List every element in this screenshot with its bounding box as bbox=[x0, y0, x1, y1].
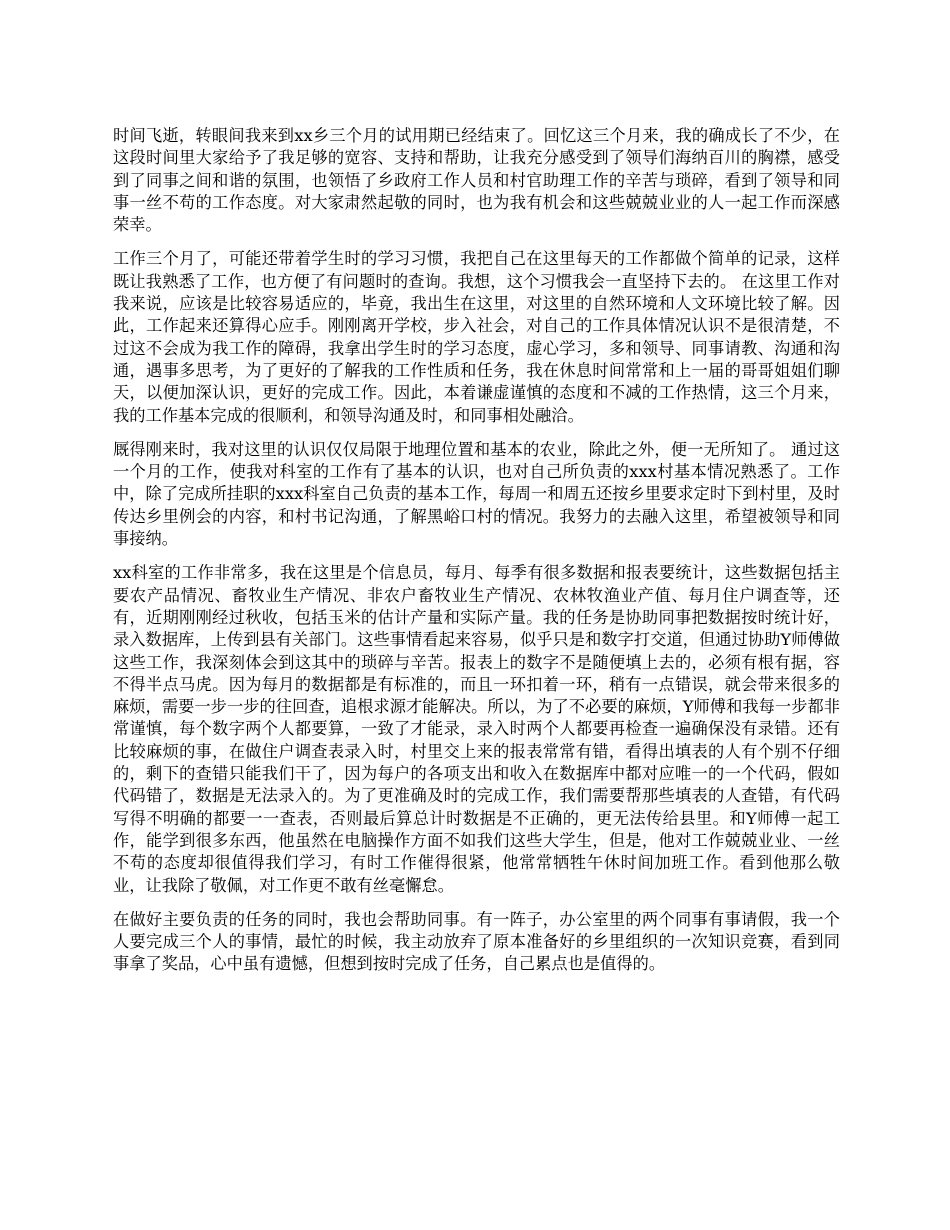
paragraph-2: 工作三个月了，可能还带着学生时的学习习惯，我把自己在这里每天的工作都做个简单的记录，这样既让我熟悉了工作，也方便了有问题时的查询。我想，这个习惯我会一直坚持下去的。 在这里工作对我来说，应该是比较容易适应的，毕竟，我出生在这里，对这里的自然环境和人文环境比较了解。因此，工作起来还算得心应手。刚刚离开学校，步入社会，对自己的工作具体情况认识不是很清楚，不过这不会成为我工作的障碍，我拿出学生时的学习态度，虚心学习，多和领导、同事请教、沟通和沟通，遇事多思考，为了更好的了解我的工作性质和任务，我在休息时间常常和上一届的哥哥姐姐们聊天，以便加深认识，更好的完成工作。因此，本着谦虚谨慎的态度和不减的工作热情，这三个月来，我的工作基本完成的很顺利，和领导沟通及时，和同事相处融洽。 bbox=[113, 249, 840, 425]
paragraph-1: 时间飞逝，转眼间我来到xx乡三个月的试用期已经结束了。回忆这三个月来，我的确成长了不少，在这段时间里大家给予了我足够的宽容、支持和帮助，让我充分感受到了领导们海纳百川的胸襟，感受到了同事之间和谐的氛围，也领悟了乡政府工作人员和村官助理工作的辛苦与琐碎，看到了领导和同事一丝不苟的工作态度。对大家肃然起敬的同时，也为我有机会和这些兢兢业业的人一起工作而深感荣幸。 bbox=[113, 126, 840, 235]
paragraph-3: 厩得刚来时，我对这里的认识仅仅局限于地理位置和基本的农业，除此之外，便一无所知了。 通过这一个月的工作，使我对科室的工作有了基本的认识，也对自己所负责的xxx村基本情况熟悉了。工作中，除了完成所挂职的xxx科室自己负责的基本工作，每周一和周五还按乡里要求定时下到村里，及时传达乡里例会的内容，和村书记沟通，了解黑峪口村的情况。我努力的去融入这里，希望被领导和同事接纳。 bbox=[113, 439, 840, 549]
document-body bbox=[113, 125, 840, 988]
paragraph-5: 在做好主要负责的任务的同时，我也会帮助同事。有一阵子，办公室里的两个同事有事请假，我一个人要完成三个人的事情，最忙的时候，我主动放弃了原本准备好的乡里组织的一次知识竞赛，看到同事拿了奖品，心中虽有遗憾，但想到按时完成了任务，自己累点也是值得的。 bbox=[113, 909, 840, 974]
paragraph-4: xx科室的工作非常多，我在这里是个信息员，每月、每季有很多数据和报表要统计，这些数据包括主要农产品情况、畜牧业生产情况、非农户畜牧业生产情况、农林牧渔业产值、每月住户调查等，还有，近期刚刚经过秋收，包括玉米的估计产量和实际产量。我的任务是协助同事把数据按时统计好，录入数据库，上传到县有关部门。这些事情看起来容易，似乎只是和数字打交道，但通过协助Y师傅做这些工作，我深刻体会到这其中的琐碎与辛苦。报表上的数字不是随便填上去的，必须有根有据，容不得半点马虎。因为每月的数据都是有标准的，而且一环扣着一环，稍有一点错误，就会带来很多的麻烦，需要一步一步的往回查，追根求源才能解决。所以，为了不必要的麻烦，Y师傅和我每一步都非常谨慎，每个数字两个人都要算，一致了才能录，录入时两个人都要再检查一遍确保没有录错。还有比较麻烦的事，在做住户调查表录入时，村里交上来的报表常常有错，看得出填表的人有个别不仔细的，剩下的查错只能我们干了，因为每户的各项支出和收入在数据库中都对应唯一的一个代码，假如代码错了，数据是无法录入的。为了更准确及时的完成工作，我们需要帮那些填表的人查错，有代码写得不明确的都要一一查表，否则最后算总计时数据是不正确的，更无法传给县里。和Y师傅一起工作，能学到很多东西，他虽然在电脑操作方面不如我们这些大学生，但是，他对工作兢兢业业、一丝不苟的态度却很值得我们学习，有时工作催得很紧，他常常牺牲午休时间加班工作。看到他那么敬业，让我除了敬佩，对工作更不敢有丝毫懈怠。 bbox=[113, 563, 840, 895]
